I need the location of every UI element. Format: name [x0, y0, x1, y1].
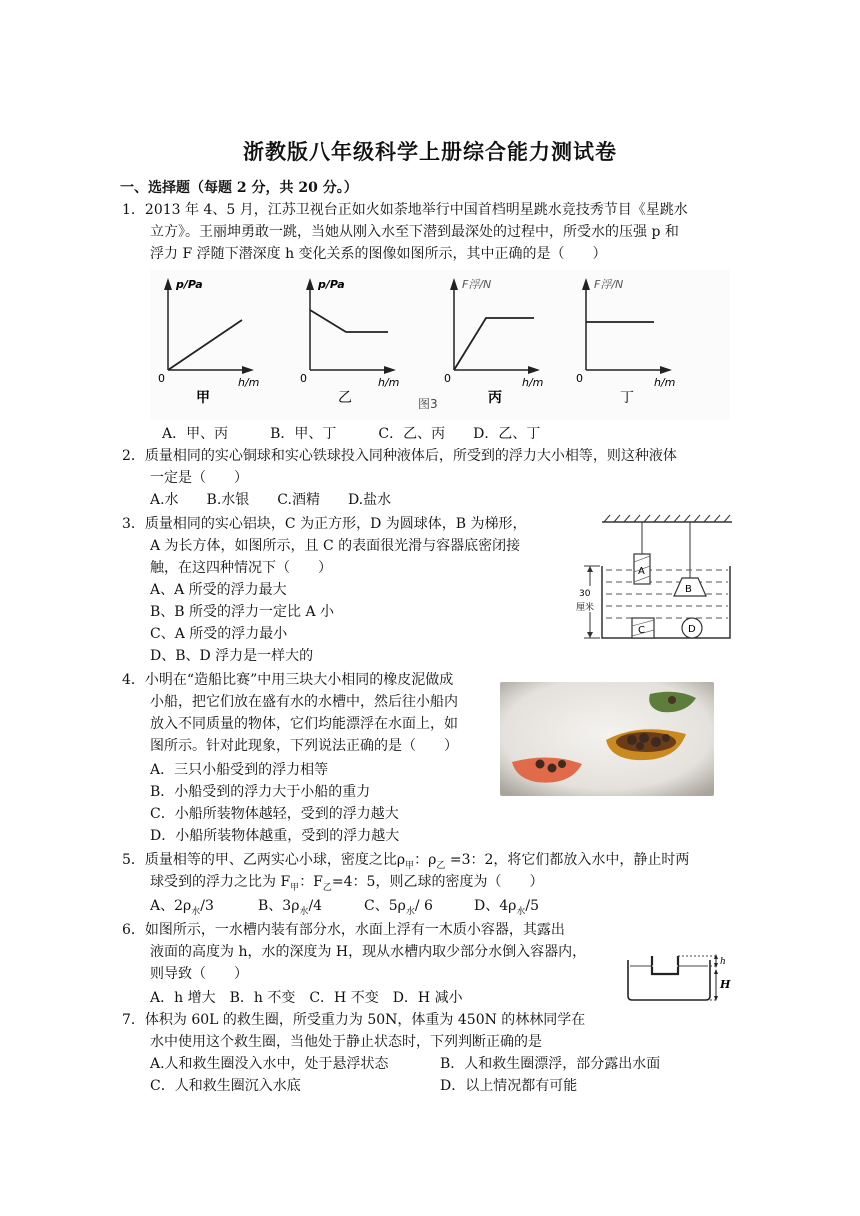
graph-ding-name: 丁 [620, 390, 634, 406]
q4-option-c: C．小船所装物体越轻，受到的浮力越大 [150, 806, 399, 822]
q7-line-1: 7．体积为 60L 的救生圈，所受重力为 50N，体重为 450N 的林林同学在 [122, 1012, 586, 1028]
q5-line-1: 5．质量相等的甲、乙两实心小球，密度之比$\rho_甲$：$\rho_乙 =3$：2，将它们都放入水中，静止时两 [122, 852, 690, 871]
graph-bing-xlabel: h/m [522, 376, 544, 389]
graph-ding-origin: 0 [576, 372, 583, 385]
q4-line-1: 4．小明在“造船比赛”中用三块大小相同的橡皮泥做成 [122, 672, 454, 688]
q5-option-b: B、$3\rho_水/4$ [258, 898, 323, 917]
q1-options: A．甲、丙 B．甲、丁 C．乙、丙 D．乙、丁 [162, 426, 541, 442]
block-a-label: A [638, 566, 645, 577]
q5-option-c: C、$5\rho_水/$ 6 [364, 898, 433, 917]
q3-line-3: 触，在这四种情况下（ ） [150, 560, 332, 576]
q1-line-3: 浮力 F 浮随下潜深度 h 变化关系的图像如图所示，其中正确的是（ ） [150, 246, 607, 262]
graph-bing-name: 丙 [488, 390, 502, 406]
q3-tank-figure [572, 512, 740, 644]
graph-jia-ylabel: p/Pa [176, 278, 203, 291]
block-d-label: D [688, 624, 696, 635]
q3-line-1: 3．质量相同的实心铝块，C 为正方形，D 为圆球体，B 为梯形， [122, 516, 527, 532]
q3-option-c: C、A 所受的浮力最小 [150, 626, 288, 642]
q4-line-2: 小船，把它们放在盛有水的水槽中，然后往小船内 [150, 694, 458, 710]
graph-yi-ylabel: p/Pa [318, 278, 345, 291]
q2-options: A.水 B.水银 C.酒精 D.盐水 [150, 492, 392, 508]
q4-option-b: B．小船受到的浮力大于小船的重力 [150, 784, 371, 800]
q4-option-d: D．小船所装物体越重，受到的浮力越大 [150, 828, 400, 844]
section-heading: 一、选择题（每题 2 分，共 20 分。） [120, 180, 358, 196]
q7-option-b: B．人和救生圈漂浮，部分露出水面 [440, 1056, 661, 1072]
graph-jia-xlabel: h/m [238, 376, 260, 389]
graph-ding-ylabel: F浮/N [594, 278, 624, 291]
q4-line-3: 放入不同质量的物体，它们均能漂浮在水面上，如 [150, 716, 458, 732]
q5-option-a: A、$2\rho_水/3$ [150, 898, 214, 917]
q6-tank-figure [622, 940, 734, 1006]
q6-line-1: 6．如图所示，一水槽内装有部分水，水面上浮有一木质小容器，其露出 [122, 922, 565, 938]
q6-line-2: 液面的高度为 h，水的深度为 H，现从水槽内取少部分水倒入容器内， [150, 944, 587, 960]
q6-line-3: 则导致（ ） [150, 966, 248, 982]
depth-value: 30 [579, 589, 591, 599]
q5-option-d: D、$4\rho_水/5$ [474, 898, 540, 917]
figure-caption: 图3 [418, 397, 438, 411]
q3-option-d: D、B、D 浮力是一样大的 [150, 648, 314, 664]
q3-option-a: A、A 所受的浮力最大 [150, 582, 287, 598]
block-b-label: B [685, 584, 692, 595]
q1-line-1: 1．2013 年 4、5 月，江苏卫视台正如火如荼地举行中国首档明星跳水竞技秀节目《星跳水 [122, 202, 688, 218]
page-title: 浙教版八年级科学上册综合能力测试卷 [243, 140, 617, 164]
q5-line-2: 球受到的浮力之比为 $F_甲$：$F_乙=4$：5，则乙球的密度为（ ） [150, 874, 544, 893]
q3-line-2: A 为长方体，如图所示，且 C 的表面很光滑与容器底密闭接 [150, 538, 521, 554]
graph-bing-origin: 0 [444, 372, 451, 385]
boats-photo [500, 682, 714, 796]
q2-line-1: 2．质量相同的实心铜球和实心铁球投入同种液体后，所受到的浮力大小相等，则这种液体 [122, 448, 677, 464]
q6-options: A．h 增大 B．h 不变 C．H 不变 D．H 减小 [150, 990, 463, 1006]
graph-yi-name: 乙 [338, 390, 352, 406]
graph-jia-origin: 0 [158, 372, 165, 385]
q7-option-a: A.人和救生圈没入水中，处于悬浮状态 [150, 1056, 389, 1072]
small-h-label: h [720, 957, 726, 967]
q4-line-4: 图所示。针对此现象，下列说法正确的是（ ） [150, 738, 458, 754]
graph-yi-origin: 0 [300, 372, 307, 385]
graph-bing-ylabel: F浮/N [462, 278, 492, 291]
graph-jia-name: 甲 [196, 390, 210, 406]
depth-unit: 厘米 [576, 603, 595, 613]
big-h-label: H [720, 978, 731, 991]
block-c-label: C [638, 625, 645, 636]
q2-line-2: 一定是（ ） [150, 470, 248, 486]
q7-line-2: 水中使用这个救生圈，当他处于静止状态时，下列判断正确的是 [150, 1034, 542, 1050]
graph-ding-xlabel: h/m [654, 376, 676, 389]
graph-yi-xlabel: h/m [378, 376, 400, 389]
q3-option-b: B、B 所受的浮力一定比 A 小 [150, 604, 335, 620]
q1-line-2: 立方》。王丽坤勇敢一跳，当她从刚入水至下潜到最深处的过程中，所受水的压强 p 和 [150, 224, 679, 240]
q1-graphs-figure [150, 270, 730, 420]
q7-option-c: C．人和救生圈沉入水底 [150, 1078, 301, 1094]
q7-option-d: D．以上情况都有可能 [440, 1078, 578, 1094]
q4-option-a: A．三只小船受到的浮力相等 [150, 762, 329, 778]
